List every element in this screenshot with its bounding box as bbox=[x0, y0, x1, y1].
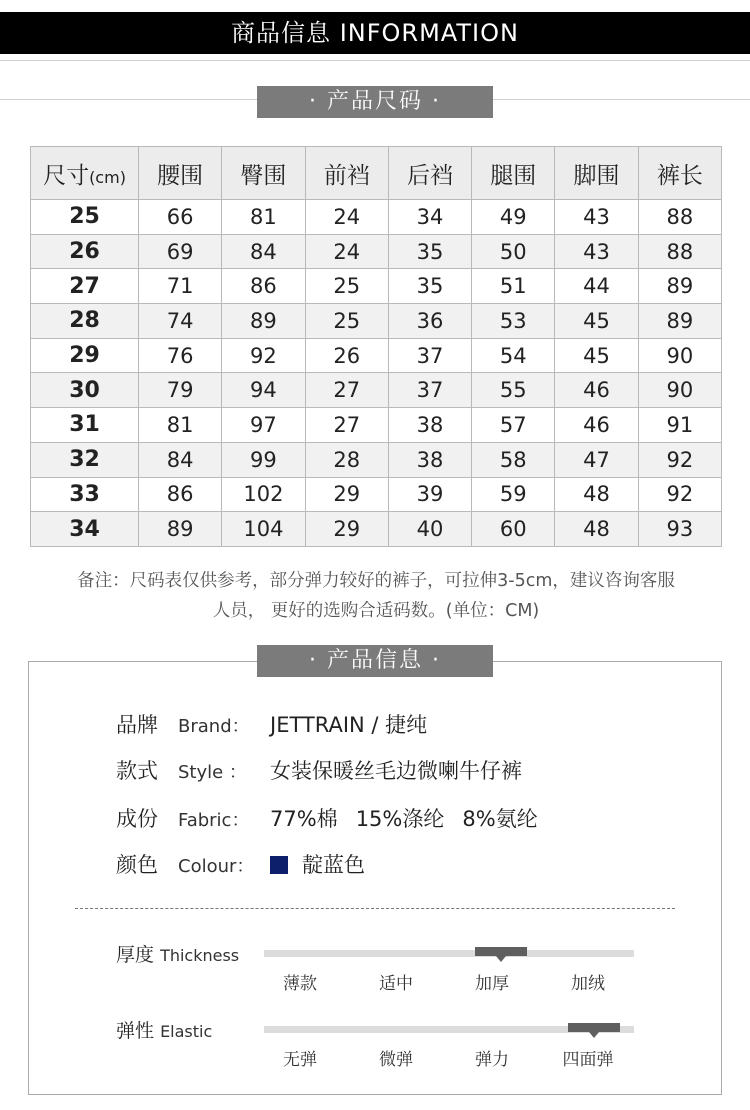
size-section-tag: · 产品尺码 · bbox=[257, 86, 493, 118]
note-line: 人员， 更好的选购合适码数。(单位：CM) bbox=[212, 601, 540, 621]
table-row bbox=[31, 512, 722, 547]
style-row: 款式 Style ： 女装保暖丝毛边微喇牛仔裤 bbox=[116, 759, 522, 783]
table-row bbox=[31, 408, 722, 443]
measure-cell: 90 bbox=[638, 338, 721, 373]
measure-cell: 50 bbox=[472, 234, 555, 269]
header-hip: 臀围 bbox=[222, 147, 305, 200]
measure-cell: 48 bbox=[555, 477, 638, 512]
elastic-option: 无弹 bbox=[283, 1050, 317, 1070]
measure-cell: 35 bbox=[388, 234, 471, 269]
size-note bbox=[30, 566, 722, 626]
measure-cell: 24 bbox=[305, 200, 388, 235]
colour-value: 靛蓝色 bbox=[302, 853, 365, 877]
measure-cell: 51 bbox=[472, 269, 555, 304]
measure-cell: 25 bbox=[305, 269, 388, 304]
thickness-option: 适中 bbox=[379, 974, 413, 994]
measure-cell: 86 bbox=[139, 477, 222, 512]
measure-cell: 55 bbox=[472, 373, 555, 408]
measure-cell: 40 bbox=[388, 512, 471, 547]
measure-cell: 48 bbox=[555, 512, 638, 547]
measure-cell: 43 bbox=[555, 200, 638, 235]
fabric-value: 77%棉 15%涤纶 8%氨纶 bbox=[270, 807, 538, 831]
size-cell: 25 bbox=[31, 200, 139, 235]
table-row bbox=[31, 200, 722, 235]
brand-value: JETTRAIN / 捷纯 bbox=[270, 713, 428, 737]
table-row bbox=[31, 442, 722, 477]
thickness-option: 薄款 bbox=[283, 974, 317, 994]
colour-row: 颜色 Colour： 靛蓝色 bbox=[116, 853, 365, 877]
size-table bbox=[30, 146, 722, 547]
measure-cell: 44 bbox=[555, 269, 638, 304]
header-back-rise: 后裆 bbox=[388, 147, 471, 200]
measure-cell: 34 bbox=[388, 200, 471, 235]
measure-cell: 94 bbox=[222, 373, 305, 408]
elastic-meter bbox=[264, 1026, 634, 1033]
header-waist: 腰围 bbox=[139, 147, 222, 200]
elastic-label: 弹性 Elastic bbox=[116, 1020, 213, 1042]
header-front-rise: 前裆 bbox=[305, 147, 388, 200]
measure-cell: 89 bbox=[139, 512, 222, 547]
measure-cell: 66 bbox=[139, 200, 222, 235]
measure-cell: 89 bbox=[638, 269, 721, 304]
size-table-header bbox=[31, 147, 722, 200]
measure-cell: 43 bbox=[555, 234, 638, 269]
table-row bbox=[31, 234, 722, 269]
measure-cell: 84 bbox=[139, 442, 222, 477]
brand-row: 品牌 Brand： JETTRAIN / 捷纯 bbox=[116, 713, 428, 737]
measure-cell: 45 bbox=[555, 338, 638, 373]
size-cell: 26 bbox=[31, 234, 139, 269]
measure-cell: 28 bbox=[305, 442, 388, 477]
thickness-meter bbox=[264, 950, 634, 957]
note-line: 备注：尺码表仅供参考，部分弹力较好的裤子，可拉伸3-5cm，建议咨询客服 bbox=[77, 571, 675, 591]
measure-cell: 49 bbox=[472, 200, 555, 235]
measure-cell: 29 bbox=[305, 512, 388, 547]
thickness-option: 加绒 bbox=[571, 974, 605, 994]
measure-cell: 88 bbox=[638, 200, 721, 235]
measure-cell: 90 bbox=[638, 373, 721, 408]
size-cell: 32 bbox=[31, 442, 139, 477]
elastic-option: 四面弹 bbox=[562, 1050, 614, 1070]
header-thigh: 腿围 bbox=[472, 147, 555, 200]
measure-cell: 59 bbox=[472, 477, 555, 512]
measure-cell: 92 bbox=[222, 338, 305, 373]
measure-cell: 45 bbox=[555, 304, 638, 339]
elastic-option: 弹力 bbox=[475, 1050, 509, 1070]
measure-cell: 46 bbox=[555, 408, 638, 443]
fabric-row: 成份 Fabric： 77%棉 15%涤纶 8%氨纶 bbox=[116, 804, 556, 834]
measure-cell: 35 bbox=[388, 269, 471, 304]
measure-cell: 93 bbox=[638, 512, 721, 547]
colour-swatch bbox=[270, 856, 288, 874]
size-cell: 27 bbox=[31, 269, 139, 304]
measure-cell: 38 bbox=[388, 442, 471, 477]
info-section-tag: · 产品信息 · bbox=[257, 645, 493, 677]
measure-cell: 92 bbox=[638, 442, 721, 477]
measure-cell: 92 bbox=[638, 477, 721, 512]
table-row bbox=[31, 269, 722, 304]
measure-cell: 27 bbox=[305, 408, 388, 443]
measure-cell: 37 bbox=[388, 338, 471, 373]
measure-cell: 47 bbox=[555, 442, 638, 477]
header-length: 裤长 bbox=[638, 147, 721, 200]
measure-cell: 104 bbox=[222, 512, 305, 547]
size-cell: 29 bbox=[31, 338, 139, 373]
measure-cell: 84 bbox=[222, 234, 305, 269]
elastic-option: 微弹 bbox=[379, 1050, 413, 1070]
thickness-meter-knob bbox=[475, 947, 527, 956]
measure-cell: 86 bbox=[222, 269, 305, 304]
measure-cell: 99 bbox=[222, 442, 305, 477]
table-row bbox=[31, 338, 722, 373]
table-row bbox=[31, 373, 722, 408]
measure-cell: 81 bbox=[139, 408, 222, 443]
measure-cell: 102 bbox=[222, 477, 305, 512]
measure-cell: 91 bbox=[638, 408, 721, 443]
table-row bbox=[31, 304, 722, 339]
measure-cell: 89 bbox=[222, 304, 305, 339]
measure-cell: 53 bbox=[472, 304, 555, 339]
measure-cell: 39 bbox=[388, 477, 471, 512]
measure-cell: 27 bbox=[305, 373, 388, 408]
thickness-label: 厚度 Thickness bbox=[116, 944, 240, 966]
thickness-option: 加厚 bbox=[475, 974, 509, 994]
measure-cell: 29 bbox=[305, 477, 388, 512]
header-hem: 脚围 bbox=[555, 147, 638, 200]
measure-cell: 79 bbox=[139, 373, 222, 408]
divider bbox=[0, 60, 750, 61]
measure-cell: 37 bbox=[388, 373, 471, 408]
measure-cell: 25 bbox=[305, 304, 388, 339]
measure-cell: 26 bbox=[305, 338, 388, 373]
header-title: 商品信息 INFORMATION bbox=[0, 12, 750, 54]
table-row bbox=[31, 477, 722, 512]
measure-cell: 76 bbox=[139, 338, 222, 373]
measure-cell: 97 bbox=[222, 408, 305, 443]
elastic-meter-knob bbox=[568, 1023, 620, 1032]
measure-cell: 88 bbox=[638, 234, 721, 269]
size-cell: 30 bbox=[31, 373, 139, 408]
measure-cell: 57 bbox=[472, 408, 555, 443]
measure-cell: 89 bbox=[638, 304, 721, 339]
measure-cell: 24 bbox=[305, 234, 388, 269]
measure-cell: 60 bbox=[472, 512, 555, 547]
size-cell: 28 bbox=[31, 304, 139, 339]
header-size: 尺寸(cm) bbox=[31, 147, 139, 200]
measure-cell: 46 bbox=[555, 373, 638, 408]
measure-cell: 74 bbox=[139, 304, 222, 339]
style-value: 女装保暖丝毛边微喇牛仔裤 bbox=[270, 759, 522, 783]
size-cell: 34 bbox=[31, 512, 139, 547]
size-cell: 33 bbox=[31, 477, 139, 512]
measure-cell: 69 bbox=[139, 234, 222, 269]
measure-cell: 58 bbox=[472, 442, 555, 477]
measure-cell: 54 bbox=[472, 338, 555, 373]
size-cell: 31 bbox=[31, 408, 139, 443]
measure-cell: 71 bbox=[139, 269, 222, 304]
measure-cell: 38 bbox=[388, 408, 471, 443]
measure-cell: 36 bbox=[388, 304, 471, 339]
dashed-divider bbox=[75, 908, 675, 909]
measure-cell: 81 bbox=[222, 200, 305, 235]
